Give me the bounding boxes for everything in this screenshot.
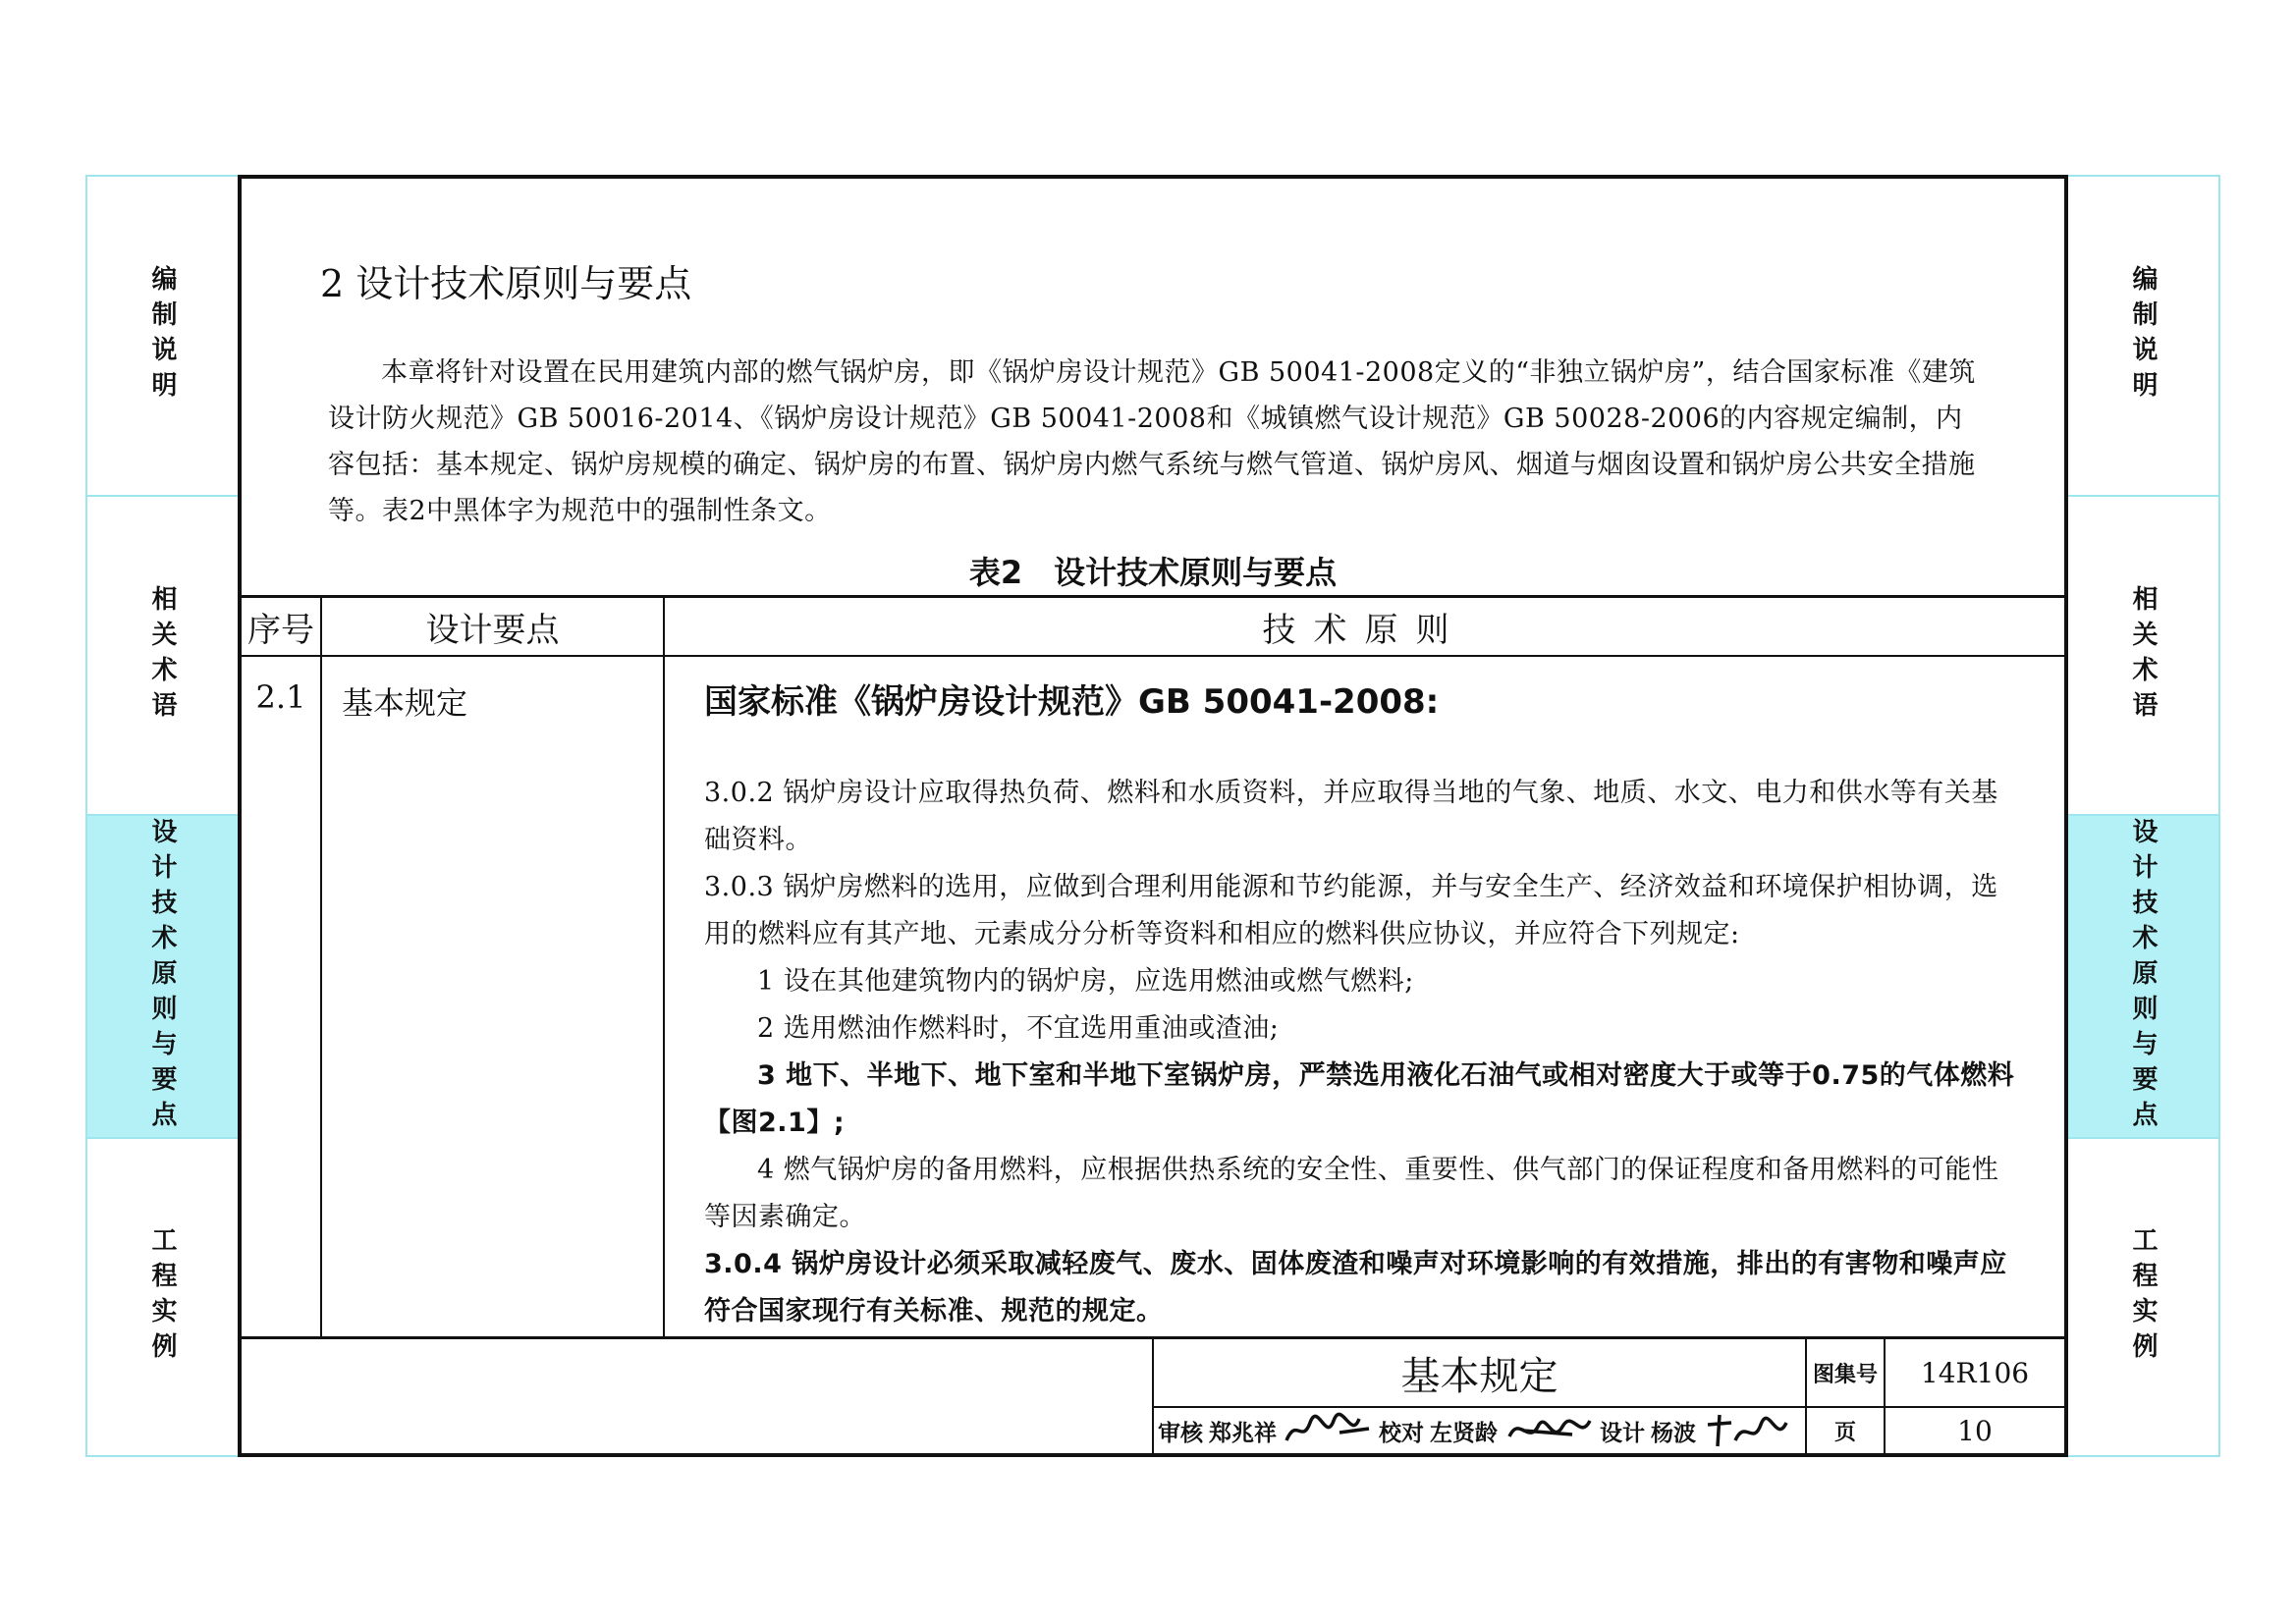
row-serial-no: 2.1	[242, 657, 322, 1336]
page-number: 10	[1957, 1414, 1993, 1447]
table-row	[242, 657, 2064, 1336]
intro-paragraph: 本章将针对设置在民用建筑内部的燃气锅炉房，即《锅炉房设计规范》GB 50041-2008定义的“非独立锅炉房”，结合国家标准《建筑设计防火规范》GB 50016-2014、《锅炉房设计规范》GB 50041-2008和《城镇燃气设计规范》GB 50028-2006的内容规定编制，内容包括：基本规定、锅炉房规模的确定、锅炉房的布置、锅炉房内燃气系统与燃气管道、锅炉房风、烟道与烟囱设置和锅炉房公共安全措施等。表2中黑体字为规范中的强制性条文。	[328, 357, 1976, 526]
title-block	[1152, 1339, 2064, 1453]
page-label: 页	[1807, 1408, 1886, 1453]
row-technical-principle	[665, 657, 2064, 1336]
side-tab-label: 编制说明	[147, 265, 177, 406]
side-tab-label: 设计技术原则与要点	[147, 817, 177, 1136]
section-title: 2 设计技术原则与要点	[320, 262, 692, 305]
clause-3-0-4: 3.0.4 锅炉房设计必须采取减轻废气、废水、固体废渣和噪声对环境影响的有效措施，排出的有害物和噪声应符合国家现行有关标准、规范的规定。	[704, 1249, 2007, 1326]
reviewer-signature-icon	[1283, 1411, 1373, 1450]
side-tab-terms[interactable]	[2068, 497, 2218, 816]
side-tab-project-examples[interactable]	[2068, 1139, 2218, 1455]
side-tab-label: 编制说明	[2128, 265, 2158, 406]
header-technical-principle: 技术原则	[1262, 610, 1467, 650]
principle-content	[704, 675, 2019, 1335]
side-tab-compilation-notes[interactable]	[87, 177, 238, 497]
designer-role: 设计	[1600, 1420, 1645, 1446]
clause-3-0-3-item-2: 2 选用燃油作燃料时，不宜选用重油或渣油;	[757, 1013, 1280, 1044]
checker-name: 左贤龄	[1430, 1420, 1498, 1446]
left-side-tabs	[85, 175, 238, 1457]
side-tab-label: 相关术语	[2128, 584, 2158, 727]
clause-3-0-2: 3.0.2 锅炉房设计应取得热负荷、燃料和水质资料，并应取得当地的气象、地质、水文、电力和供水等有关基础资料。	[704, 778, 1998, 855]
designer-name: 杨波	[1651, 1420, 1696, 1446]
reviewer-role: 审核	[1158, 1420, 1203, 1446]
side-tab-project-examples[interactable]	[87, 1139, 238, 1455]
clause-3-0-3: 3.0.3 锅炉房燃料的选用，应做到合理利用能源和节约能源，并与安全生产、经济效益和环境保护相协调，选用的燃料应有其产地、元素成分分析等资料和相应的燃料供应协议，并应符合下列规定:	[704, 872, 1998, 949]
side-tab-terms[interactable]	[87, 497, 238, 816]
signature-row	[1152, 1408, 1807, 1453]
clause-3-0-3-item-4: 4 燃气锅炉房的备用燃料，应根据供热系统的安全性、重要性、供气部门的保证程度和备用燃料的可能性等因素确定。	[704, 1155, 1999, 1232]
drawing-name: 基本规定	[1152, 1339, 1807, 1408]
header-serial-no: 序号	[242, 598, 322, 655]
atlas-number-label: 图集号	[1807, 1339, 1886, 1408]
row-design-point: 基本规定	[322, 657, 665, 1336]
right-side-tabs	[2068, 175, 2220, 1457]
principles-table	[242, 595, 2064, 1339]
side-tab-design-principles[interactable]	[2068, 816, 2218, 1139]
drawing-frame	[238, 175, 2068, 1457]
checker-role: 校对	[1379, 1420, 1424, 1446]
side-tab-label: 工程实例	[2128, 1226, 2158, 1368]
side-tab-compilation-notes[interactable]	[2068, 177, 2218, 497]
clause-3-0-3-item-3: 3 地下、半地下、地下室和半地下室锅炉房，严禁选用液化石油气或相对密度大于或等于0.75的气体燃料【图2.1】;	[704, 1060, 2015, 1138]
standard-title: 国家标准《锅炉房设计规范》GB 50041-2008:	[704, 682, 1440, 722]
designer-signature-icon	[1702, 1411, 1792, 1450]
side-tab-label: 工程实例	[147, 1226, 177, 1368]
header-design-point: 设计要点	[322, 598, 665, 655]
table-caption: 表2 设计技术原则与要点	[968, 554, 1338, 591]
side-tab-label: 设计技术原则与要点	[2128, 817, 2158, 1136]
checker-signature-icon	[1503, 1411, 1594, 1450]
table-header-row	[242, 598, 2064, 657]
side-tab-label: 相关术语	[147, 584, 177, 727]
clause-3-0-3-item-1: 1 设在其他建筑物内的锅炉房，应选用燃油或燃气燃料;	[757, 966, 1414, 997]
reviewer-name: 郑兆祥	[1209, 1420, 1277, 1446]
side-tab-design-principles[interactable]	[87, 816, 238, 1139]
atlas-number-value: 14R106	[1886, 1339, 2064, 1408]
